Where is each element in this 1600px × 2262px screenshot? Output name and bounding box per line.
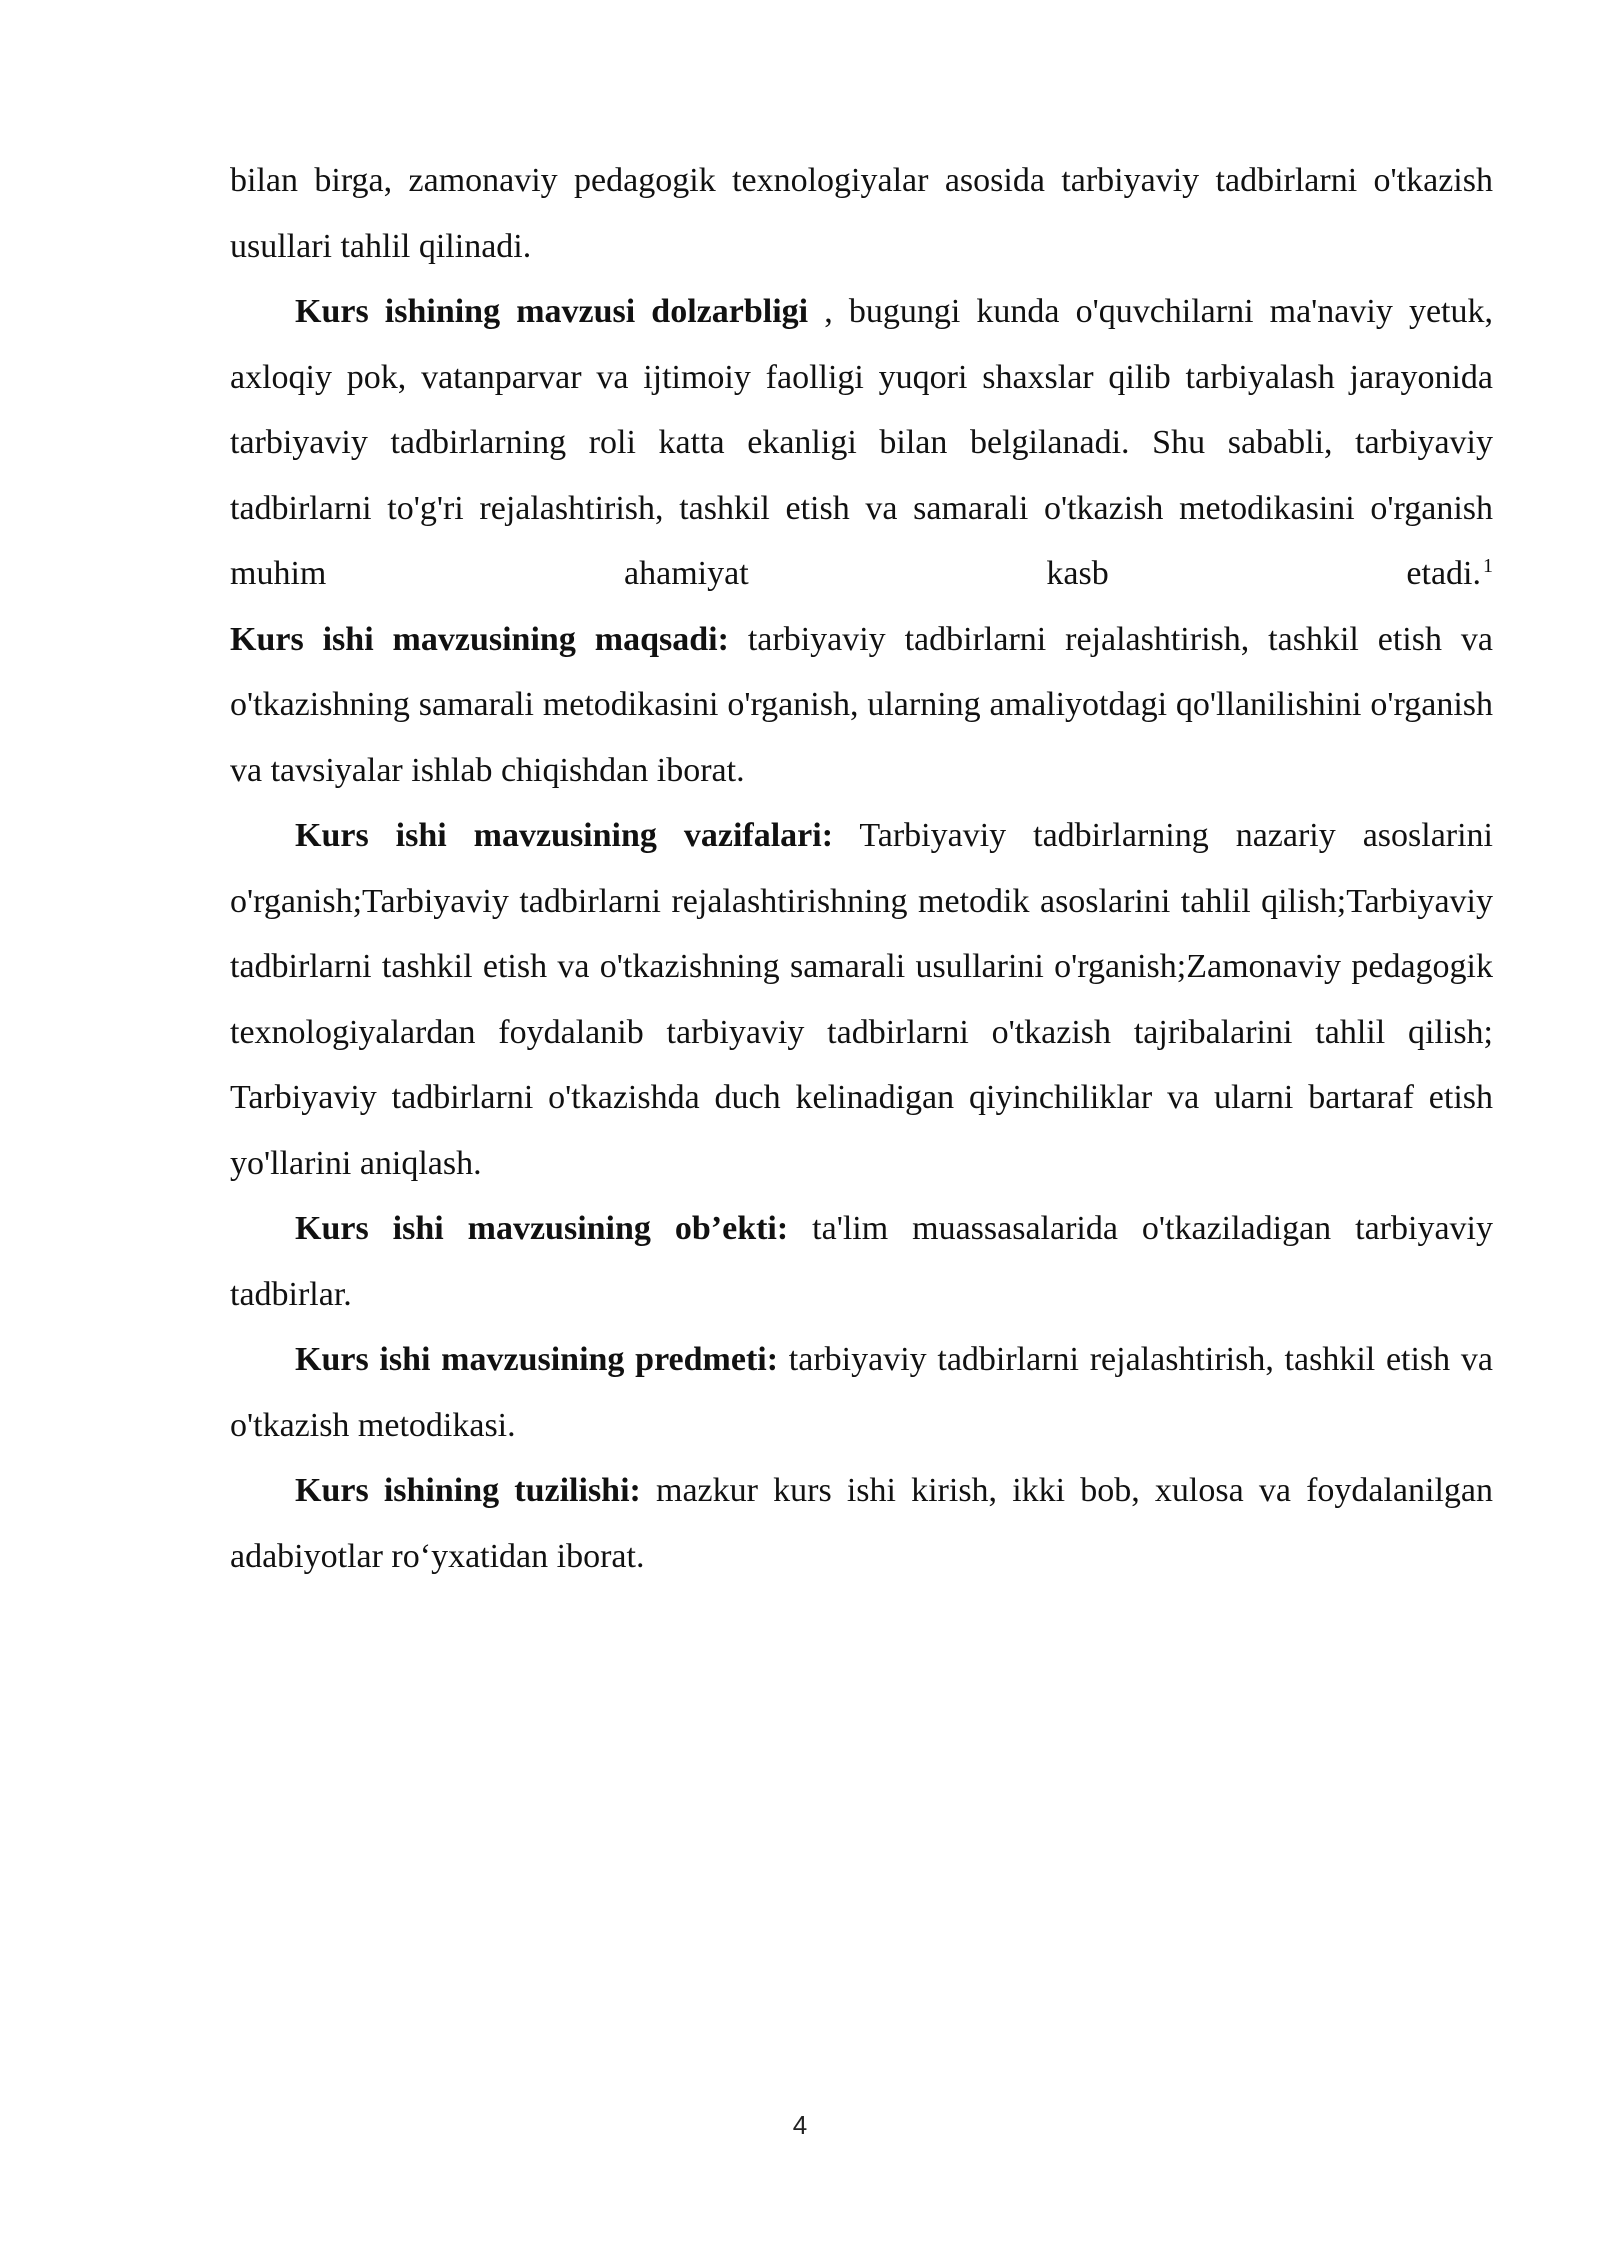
heading-structure: Kurs ishining tuzilishi: xyxy=(295,1472,641,1509)
paragraph-text: tarbiyaviy tadbirlarni rejalashtirish, tashkil etish va o'tkazishning samarali metodikasini o'rganish, ularning amaliyotdagi qo'llanilishini o'rganish va tavsiyalar ishlab chiqishdan iborat. xyxy=(230,620,1493,789)
paragraph-text: Tarbiyaviy tadbirlarning nazariy asoslarini o'rganish;Tarbiyaviy tadbirlarni rejalashtirishning metodik asoslarini tahlil qilish;Tarbiyaviy tadbirlarni tashkil etish va o'tkazishning samarali usullarini o'rganish;Zamonaviy pedagogik texnologiyalardan foydalanib tarbiyaviy tadbirlarni o'tkazish tajribalarini tahlil qilish; Tarbiyaviy tadbirlarni o'tkazishda duch kelinadigan qiyinchiliklar va ularni bartaraf etish yo'llarini aniqlash. xyxy=(230,817,1494,1182)
paragraph-text: tarbiyaviy tadbirlarni rejalashtirish, tashkil etish va o'tkazish metodikasi. xyxy=(230,1341,1493,1444)
heading-tasks: Kurs ishi mavzusining vazifalari: xyxy=(295,817,834,854)
heading-object: Kurs ishi mavzusining ob’ekti: xyxy=(295,1210,789,1247)
paragraph-text: mazkur kurs ishi kirish, ikki bob, xulosa va foydalanilgan adabiyotlar ro‘yxatidan iborat. xyxy=(230,1472,1493,1575)
paragraph-intro-continuation xyxy=(230,148,1493,279)
paragraph-tasks xyxy=(230,803,1493,1196)
paragraph-text: , bugungi kunda o'quvchilarni ma'naviy yetuk, axloqiy pok, vatanparvar va ijtimoiy faolligi yuqori shaxslar qilib tarbiyalash jarayonida tarbiyaviy tadbirlarning roli katta ekanligi bilan belgilanadi. Shu sababli, tarbiyaviy tadbirlarni to'g'ri rejalashtirish, tashkil etish va samarali o'tkazish metodikasini o'rganish muhim ahamiyat kasb etadi. xyxy=(230,293,1493,592)
paragraph-text: bilan birga, zamonaviy pedagogik texnologiyalar asosida tarbiyaviy tadbirlarni o'tkazish usullari tahlil qilinadi. xyxy=(230,162,1493,265)
heading-subject: Kurs ishi mavzusining predmeti: xyxy=(295,1341,779,1378)
footnote-reference[interactable]: 1 xyxy=(1483,554,1493,577)
heading-relevance: Kurs ishining mavzusi dolzarbligi xyxy=(295,293,809,330)
paragraph-subject xyxy=(230,1327,1493,1458)
document-body xyxy=(230,148,1493,1589)
paragraph-object xyxy=(230,1196,1493,1327)
page-number: 4 xyxy=(792,2110,808,2140)
paragraph-text: ta'lim muassasalarida o'tkaziladigan tarbiyaviy tadbirlar. xyxy=(230,1210,1493,1313)
heading-goal: Kurs ishi mavzusining maqsadi: xyxy=(230,620,729,658)
paragraph-goal xyxy=(230,607,1493,804)
paragraph-relevance xyxy=(230,279,1493,607)
paragraph-structure xyxy=(230,1458,1493,1589)
